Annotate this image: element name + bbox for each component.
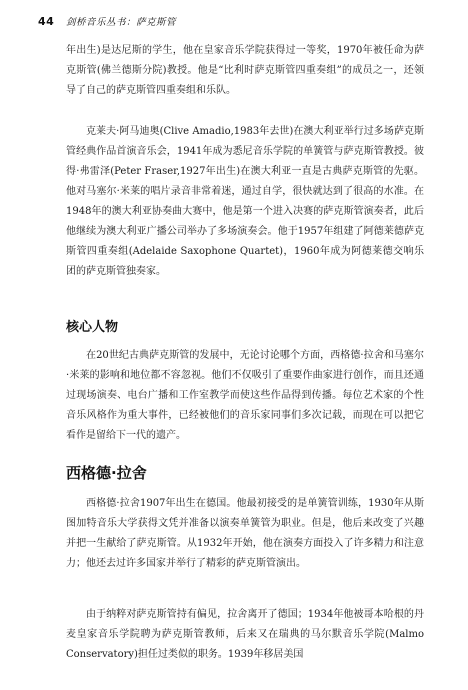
- paragraph-rascher-emigration: [66, 605, 424, 665]
- paragraph-continued: [66, 41, 424, 101]
- running-head: [38, 14, 176, 28]
- paragraph-text: 在20世纪古典萨克斯管的发展中，无论讨论哪个方面，西格德·拉舍和马塞尔·米莱的影响和地位都不容忽视。他们不仅吸引了重要作曲家进行创作，而且还通过现场演奏、电台广播和工作室教学而使这些作品得到传播。每位艺术家的个性音乐风格作为重大事件，已经被他们的音乐家同事们多次记载，而现在可以把它看作是留给下一代的遗产。: [66, 350, 424, 441]
- section-heading-rascher: 西格德·拉舍: [66, 464, 147, 482]
- paragraph-rascher-early: [66, 494, 424, 574]
- paragraph-text: 西格德·拉舍1907年出生在德国。他最初接受的是单簧管训练，1930年从斯图加特音乐大学获得文凭并准备以演奏单簧管为职业。但是，他后来改变了兴趣并把一生献给了萨克斯管。从1932年开始，他在演奏方面投入了许多精力和注意力；他还去过许多国家并举行了精彩的萨克斯管演出。: [66, 498, 424, 569]
- paragraph-amadio-fraser: [66, 122, 424, 282]
- series-title: 剑桥音乐丛书：萨克斯管: [66, 17, 177, 28]
- paragraph-text: 克莱夫·阿马迪奥(Clive Amadio,1983年去世)在澳大利亚举行过多场萨克斯管经典作品首演音乐会，1941年成为悉尼音乐学院的单簧管与萨克斯管教授。彼得·弗雷泽(Peter Fraser,1927年出生)在澳大利亚一直是古典萨克斯管的先驱。他对马塞尔·米莱的唱片录音非常着迷，通过自学，很快就达到了很高的水准。在1948年的澳大利亚协奏曲大赛中，他是第一个进入决赛的萨克斯管演奏者，此后他继续为澳大利亚广播公司举办了多场演奏会。他于1957年组建了阿德莱德萨克斯管四重奏组(Adelaide Saxophone Quartet)，1960年成为阿德莱德交响乐团的萨克斯管独奏家。: [66, 126, 424, 277]
- section-heading-core-figures: 核心人物: [66, 320, 119, 335]
- page-number: 44: [38, 15, 55, 28]
- paragraph-text: 年出生)是达尼斯的学生，他在皇家音乐学院获得过一等奖，1970年被任命为萨克斯管(佛兰德斯分院)教授。他是“比利时萨克斯管四重奏组”的成员之一，还领导了自己的萨克斯管四重奏组和乐队。: [66, 45, 424, 96]
- paragraph-text: 由于纳粹对萨克斯管持有偏见，拉舍离开了德国；1934年他被哥本哈根的丹麦皇家音乐学院聘为萨克斯管教师，后来又在瑞典的马尔默音乐学院(Malmo Conservatory)担任过类似的职务。1939年移居美国: [66, 609, 424, 660]
- paragraph-core-figures: [66, 346, 424, 446]
